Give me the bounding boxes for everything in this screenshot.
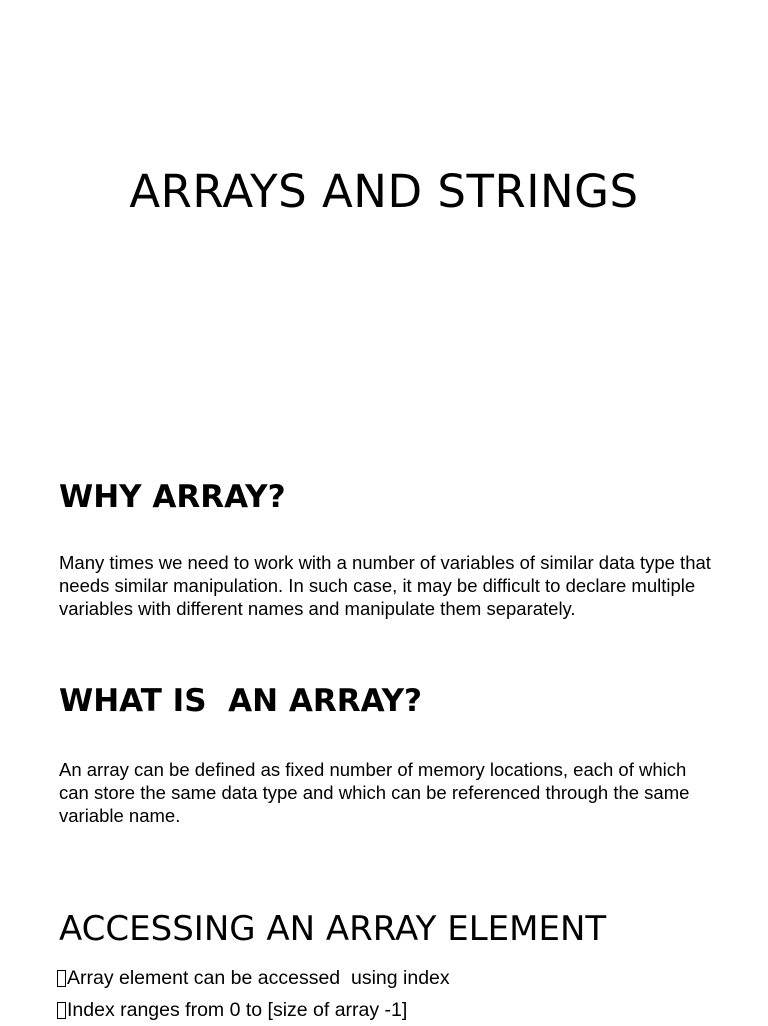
missing-glyph-box-icon: [57, 970, 66, 987]
bullet-text: Index ranges from 0 to [size of array -1]: [67, 999, 408, 1021]
section-heading-what-is-array: WHAT IS AN ARRAY?: [59, 683, 423, 719]
document-title: ARRAYS AND STRINGS: [129, 165, 639, 218]
section-heading-why-array: WHY ARRAY?: [59, 479, 286, 515]
missing-glyph-box-icon: [57, 1002, 66, 1019]
bullet-item: [57, 962, 450, 994]
bullet-item: [57, 994, 450, 1026]
bullet-list: [57, 962, 450, 1026]
bullet-text: Array element can be accessed using index: [67, 967, 450, 989]
section-heading-accessing-element: ACCESSING AN ARRAY ELEMENT: [59, 909, 607, 949]
section-body-what-is-array: An array can be defined as fixed number of memory locations, each of which can store the same data type and which can be referenced through the same variable name.: [59, 759, 690, 827]
section-body-why-array: Many times we need to work with a number of variables of similar data type that needs similar manipulation. In such case, it may be difficult to declare multiple variables with different names and manipulate them separately.: [59, 552, 711, 620]
